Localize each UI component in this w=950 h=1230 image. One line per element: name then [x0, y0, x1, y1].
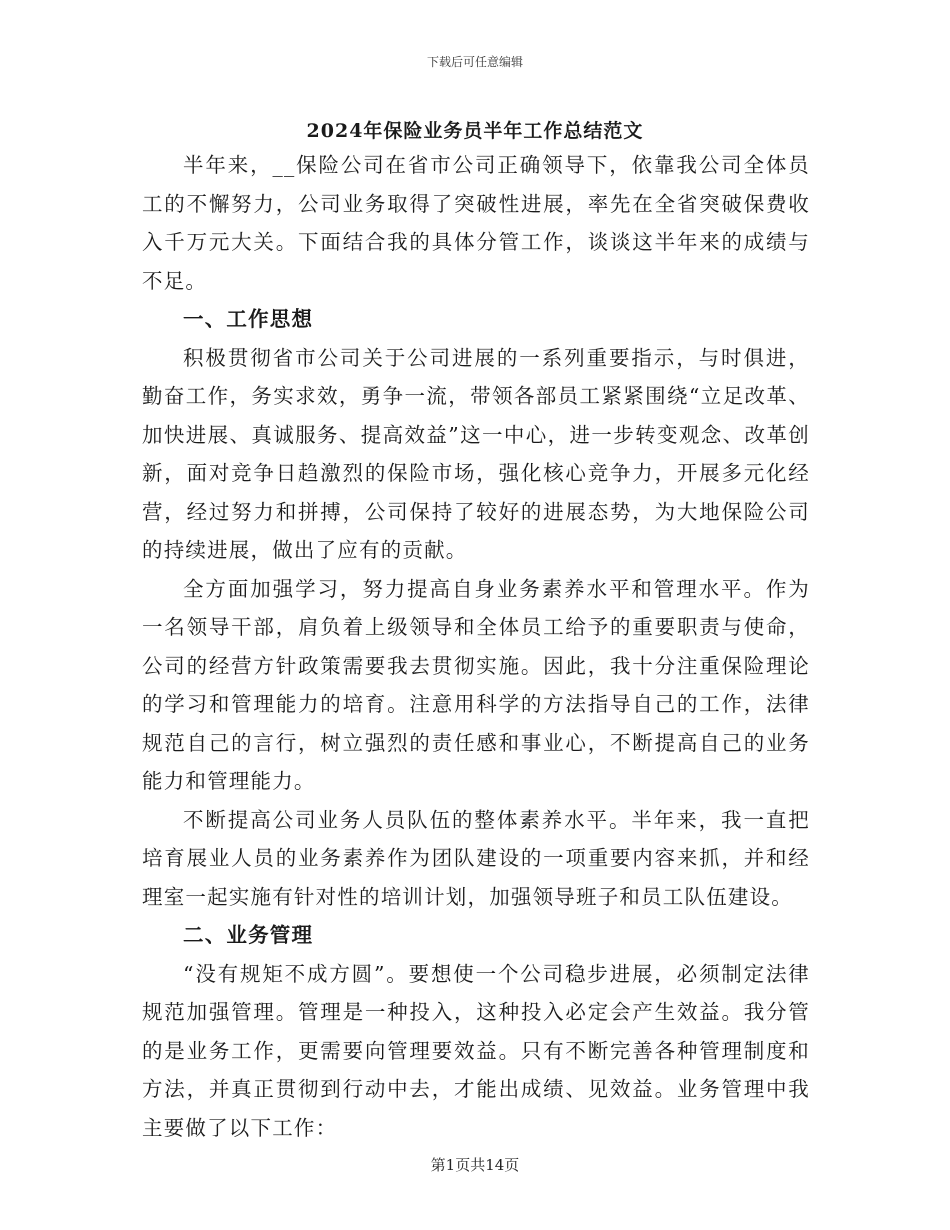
document-title: 2024年保险业务员半年工作总结范文 — [306, 120, 644, 142]
paragraph-management-rules: “没有规矩不成方圆”。要想使一个公司稳步进展，必须制定法律规范加强管理。管理是一种投入，这种投入必定会产生效益。我分管的是业务工作，更需要向管理要效益。只有不断完善各种管理制度和方法，并真正贯彻到行动中去，才能出成绩、见效益。业务管理中我主要做了以下工作： — [142, 961, 810, 1140]
paragraph-team-quality: 不断提高公司业务人员队伍的整体素养水平。半年来，我一直把培育展业人员的业务素养作为团队建设的一项重要内容来抓，并和经理室一起实施有针对性的培训计划，加强领导班子和员工队伍建设。 — [142, 807, 810, 909]
page-number-indicator: 第1页共14页 — [430, 1156, 520, 1174]
document-body — [142, 146, 810, 1147]
section-heading-business-management: 二、业务管理 — [183, 923, 314, 947]
section-heading-work-thinking: 一、工作思想 — [183, 307, 314, 331]
paragraph-learning: 全方面加强学习，努力提高自身业务素养水平和管理水平。作为一名领导干部，肩负着上级领导和全体员工给予的重要职责与使命，公司的经营方针政策需要我去贯彻实施。因此，我十分注重保险理论的学习和管理能力的培育。注意用科学的方法指导自己的工作，法律规范自己的言行，树立强烈的责任感和事业心，不断提高自己的业务能力和管理能力。 — [142, 576, 810, 793]
page-header-note: 下载后可任意编辑 — [426, 55, 523, 69]
paragraph-intro: 半年来，__保险公司在省市公司正确领导下，依靠我公司全体员工的不懈努力，公司业务取得了突破性进展，率先在全省突破保费收入千万元大关。下面结合我的具体分管工作，谈谈这半年来的成绩与不足。 — [142, 153, 810, 293]
paragraph-implementation: 积极贯彻省市公司关于公司进展的一系列重要指示，与时俱进，勤奋工作，务实求效，勇争一流，带领各部员工紧紧围绕“立足改革、加快进展、真诚服务、提高效益”这一中心，进一步转变观念、改革创新，面对竞争日趋激烈的保险市场，强化核心竞争力，开展多元化经营，经过努力和拼搏，公司保持了较好的进展态势，为大地保险公司的持续进展，做出了应有的贡献。 — [142, 345, 810, 562]
